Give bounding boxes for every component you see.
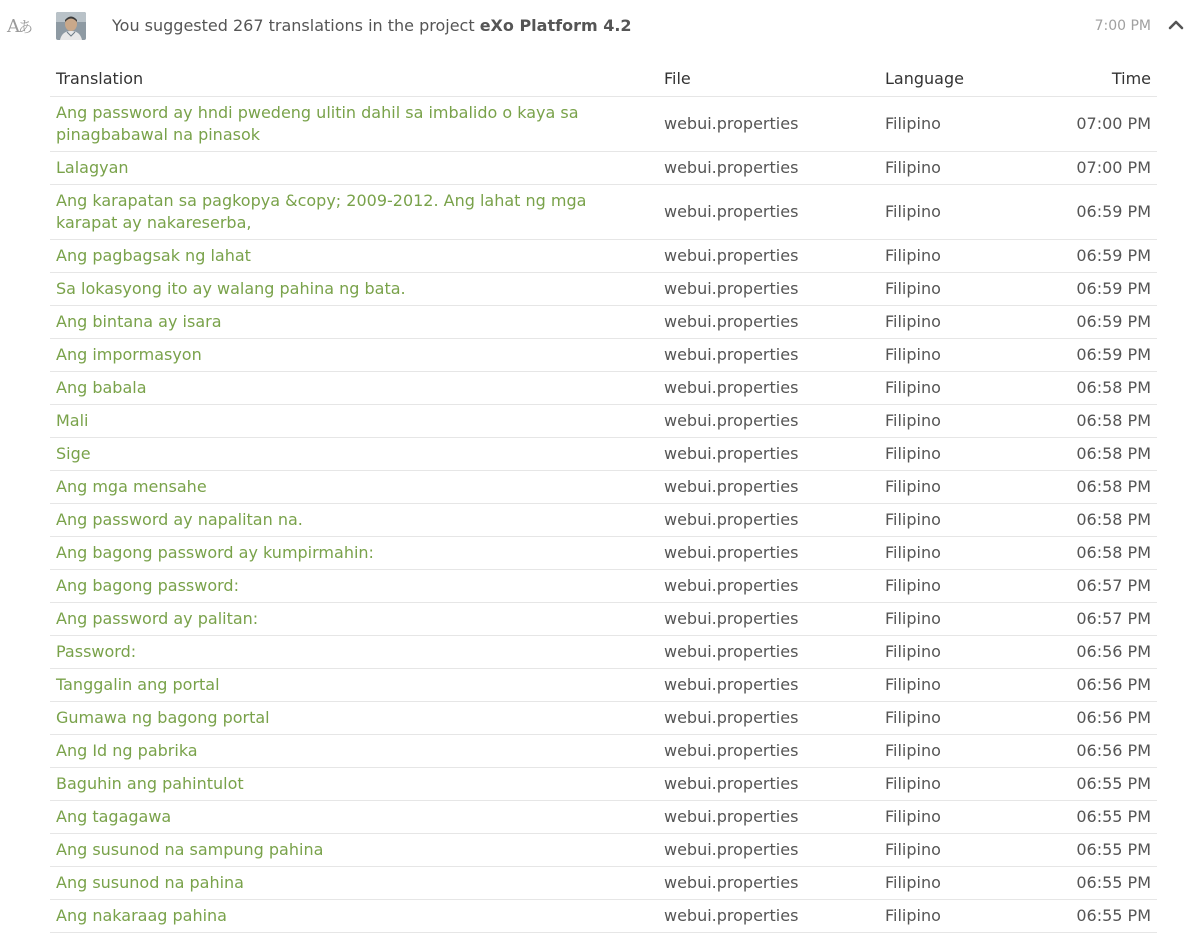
file-cell: webui.properties	[658, 152, 879, 185]
table-row	[50, 570, 1157, 603]
file-cell: webui.properties	[658, 339, 879, 372]
language-cell: Filipino	[879, 702, 1029, 735]
language-cell: Filipino	[879, 801, 1029, 834]
language-cell: Filipino	[879, 339, 1029, 372]
language-cell: Filipino	[879, 768, 1029, 801]
translation-link[interactable]: Ang bintana ay isara	[50, 306, 658, 339]
translation-link[interactable]: Ang babala	[50, 372, 658, 405]
time-cell: 06:58 PM	[1029, 405, 1157, 438]
language-cell: Filipino	[879, 185, 1029, 240]
translation-link[interactable]: Ang password ay napalitan na.	[50, 504, 658, 537]
file-cell: webui.properties	[658, 273, 879, 306]
time-cell: 06:59 PM	[1029, 339, 1157, 372]
time-cell: 06:55 PM	[1029, 834, 1157, 867]
time-cell: 06:58 PM	[1029, 372, 1157, 405]
time-cell: 06:55 PM	[1029, 867, 1157, 900]
table-row	[50, 900, 1157, 933]
translation-link[interactable]: Ang karapatan sa pagkopya &copy; 2009-2012. Ang lahat ng mga karapat ay nakareserba,	[50, 185, 658, 240]
avatar-image	[56, 12, 86, 40]
time-cell: 06:59 PM	[1029, 273, 1157, 306]
table-row	[50, 669, 1157, 702]
language-cell: Filipino	[879, 834, 1029, 867]
table-row	[50, 339, 1157, 372]
table-row	[50, 306, 1157, 339]
table-row	[50, 603, 1157, 636]
header-file: File	[658, 60, 879, 97]
time-cell: 06:55 PM	[1029, 900, 1157, 933]
activity-timestamp: 7:00 PM	[1094, 18, 1151, 34]
time-cell: 06:55 PM	[1029, 801, 1157, 834]
translation-link[interactable]: Ang bagong password:	[50, 570, 658, 603]
user-avatar[interactable]	[56, 12, 86, 40]
language-cell: Filipino	[879, 537, 1029, 570]
file-cell: webui.properties	[658, 570, 879, 603]
file-cell: webui.properties	[658, 867, 879, 900]
language-cell: Filipino	[879, 152, 1029, 185]
translation-link[interactable]: Ang mga mensahe	[50, 471, 658, 504]
time-cell: 06:55 PM	[1029, 768, 1157, 801]
language-cell: Filipino	[879, 504, 1029, 537]
language-cell: Filipino	[879, 372, 1029, 405]
file-cell: webui.properties	[658, 603, 879, 636]
file-cell: webui.properties	[658, 97, 879, 152]
language-cell: Filipino	[879, 636, 1029, 669]
translations-table	[50, 60, 1157, 933]
language-cell: Filipino	[879, 97, 1029, 152]
language-cell: Filipino	[879, 471, 1029, 504]
file-cell: webui.properties	[658, 240, 879, 273]
time-cell: 06:59 PM	[1029, 240, 1157, 273]
file-cell: webui.properties	[658, 185, 879, 240]
file-cell: webui.properties	[658, 900, 879, 933]
translation-link[interactable]: Gumawa ng bagong portal	[50, 702, 658, 735]
language-cell: Filipino	[879, 273, 1029, 306]
table-row	[50, 801, 1157, 834]
file-cell: webui.properties	[658, 735, 879, 768]
table-row	[50, 768, 1157, 801]
table-row	[50, 471, 1157, 504]
project-name[interactable]: eXo Platform 4.2	[479, 16, 632, 35]
time-cell: 07:00 PM	[1029, 152, 1157, 185]
translation-link[interactable]: Sige	[50, 438, 658, 471]
file-cell: webui.properties	[658, 834, 879, 867]
file-cell: webui.properties	[658, 537, 879, 570]
translation-link[interactable]: Ang nakaraag pahina	[50, 900, 658, 933]
translation-link[interactable]: Ang impormasyon	[50, 339, 658, 372]
table-row	[50, 152, 1157, 185]
language-cell: Filipino	[879, 735, 1029, 768]
file-cell: webui.properties	[658, 636, 879, 669]
file-cell: webui.properties	[658, 801, 879, 834]
translation-link[interactable]: Lalagyan	[50, 152, 658, 185]
file-cell: webui.properties	[658, 702, 879, 735]
language-cell: Filipino	[879, 900, 1029, 933]
table-row	[50, 702, 1157, 735]
time-cell: 06:59 PM	[1029, 185, 1157, 240]
file-cell: webui.properties	[658, 405, 879, 438]
language-cell: Filipino	[879, 867, 1029, 900]
time-cell: 06:58 PM	[1029, 504, 1157, 537]
table-row	[50, 372, 1157, 405]
time-cell: 06:56 PM	[1029, 669, 1157, 702]
time-cell: 06:58 PM	[1029, 537, 1157, 570]
translation-link[interactable]: Ang Id ng pabrika	[50, 735, 658, 768]
table-header-row	[50, 60, 1157, 97]
translation-link[interactable]: Ang susunod na pahina	[50, 867, 658, 900]
table-row	[50, 867, 1157, 900]
translation-link[interactable]: Ang susunod na sampung pahina	[50, 834, 658, 867]
file-cell: webui.properties	[658, 372, 879, 405]
time-cell: 06:58 PM	[1029, 438, 1157, 471]
language-cell: Filipino	[879, 669, 1029, 702]
chevron-up-icon[interactable]	[1167, 16, 1185, 34]
translation-link[interactable]: Password:	[50, 636, 658, 669]
translation-link[interactable]: Baguhin ang pahintulot	[50, 768, 658, 801]
translation-link[interactable]: Tanggalin ang portal	[50, 669, 658, 702]
file-cell: webui.properties	[658, 504, 879, 537]
translation-link[interactable]: Sa lokasyong ito ay walang pahina ng bata.	[50, 273, 658, 306]
summary-text: You suggested 267 translations in the project	[112, 16, 480, 35]
time-cell: 06:56 PM	[1029, 702, 1157, 735]
header-time: Time	[1029, 60, 1157, 97]
header-translation: Translation	[50, 60, 658, 97]
language-cell: Filipino	[879, 570, 1029, 603]
language-cell: Filipino	[879, 438, 1029, 471]
table-row	[50, 834, 1157, 867]
table-row	[50, 636, 1157, 669]
table-row	[50, 735, 1157, 768]
activity-type-icon: Aあ	[7, 16, 32, 37]
language-cell: Filipino	[879, 240, 1029, 273]
header-language: Language	[879, 60, 1029, 97]
table-row	[50, 185, 1157, 240]
file-cell: webui.properties	[658, 768, 879, 801]
translation-link[interactable]: Ang password ay hndi pwedeng ulitin dahil sa imbalido o kaya sa pinagbabawal na pinasok	[50, 97, 658, 152]
activity-summary	[112, 14, 632, 38]
file-cell: webui.properties	[658, 669, 879, 702]
translation-link[interactable]: Mali	[50, 405, 658, 438]
translation-link[interactable]: Ang password ay palitan:	[50, 603, 658, 636]
file-cell: webui.properties	[658, 471, 879, 504]
time-cell: 06:59 PM	[1029, 306, 1157, 339]
time-cell: 06:56 PM	[1029, 735, 1157, 768]
table-row	[50, 97, 1157, 152]
time-cell: 06:56 PM	[1029, 636, 1157, 669]
table-row	[50, 240, 1157, 273]
language-cell: Filipino	[879, 603, 1029, 636]
table-row	[50, 537, 1157, 570]
file-cell: webui.properties	[658, 306, 879, 339]
translations-table-container	[50, 60, 1157, 933]
time-cell: 06:57 PM	[1029, 570, 1157, 603]
time-cell: 06:58 PM	[1029, 471, 1157, 504]
table-row	[50, 273, 1157, 306]
language-cell: Filipino	[879, 306, 1029, 339]
translation-link[interactable]: Ang bagong password ay kumpirmahin:	[50, 537, 658, 570]
translation-link[interactable]: Ang tagagawa	[50, 801, 658, 834]
time-cell: 06:57 PM	[1029, 603, 1157, 636]
table-row	[50, 405, 1157, 438]
translation-link[interactable]: Ang pagbagsak ng lahat	[50, 240, 658, 273]
file-cell: webui.properties	[658, 438, 879, 471]
language-cell: Filipino	[879, 405, 1029, 438]
table-row	[50, 438, 1157, 471]
time-cell: 07:00 PM	[1029, 97, 1157, 152]
table-row	[50, 504, 1157, 537]
